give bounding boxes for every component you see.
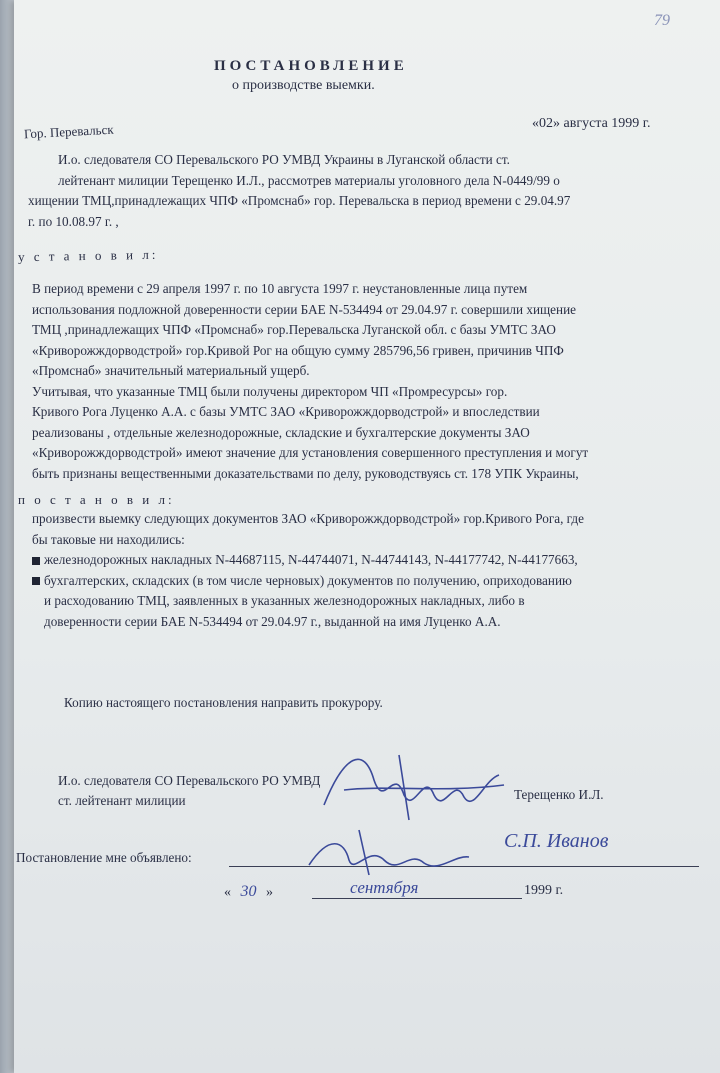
bullet-icon [32, 577, 40, 585]
investigator-signature [304, 735, 514, 825]
resolved-line: бы таковые ни находились: [32, 531, 185, 547]
established-line: реализованы , отдельные железнодорожные, складские и бухгалтерские документы ЗАО [32, 424, 530, 440]
established-line: Кривого Рога Луценко А.А. с базы УМТС ЗАО «Криворожждорводстрой» и впоследствии [32, 404, 540, 419]
established-line: ТМЦ ,принадлежащих ЧПФ «Промснаб» гор.Перевальска Луганской обл. с базы УМТС ЗАО [32, 322, 556, 337]
established-line: «Криворожждорводстрой» имеют значение для установления совершенного преступления и могут [32, 445, 589, 460]
intro-line: хищении ТМЦ,принадлежащих ЧПФ «Промснаб» гор. Перевальска в период времени с 29.04.97 [28, 193, 571, 208]
bottom-year: 1999 г. [524, 883, 564, 898]
resolved-line: произвести выемку следующих документов ЗАО «Криворожждорводстрой» гор.Кривого Рога, где [32, 511, 584, 526]
established-line: быть признаны вещественными доказательствами по делу, руководствуясь ст. 178 УПК Украины, [32, 465, 579, 481]
section-label-resolved: п о с т а н о в и л: [18, 492, 175, 507]
signature-rank: ст. лейтенант милиции [58, 793, 186, 808]
intro-line: г. по 10.08.97 г. , [28, 213, 119, 229]
established-line: «Криворожждорводстрой» гор.Кривой Рог на общую сумму 285796,56 гривен, причинив ЧПФ [32, 342, 564, 358]
intro-line: И.о. следователя СО Перевальского РО УМВД Украины в Луганской области ст. [58, 152, 510, 167]
established-line: В период времени с 29 апреля 1997 г. по 10 августа 1997 г. неустановленные лица путем [32, 281, 528, 296]
established-line: использования подложной доверенности серии БАЕ N-534494 от 29.04.97 г. совершили хищение [32, 301, 576, 317]
document-page [14, 0, 720, 1073]
month-underline [312, 898, 522, 899]
bottom-date [224, 883, 273, 901]
copy-note: Копию настоящего постановления направить прокурору. [64, 695, 383, 710]
issue-date: «02» августа 1999 г. [532, 116, 651, 131]
document-subtitle: о производстве выемки. [232, 78, 375, 93]
bullet-continuation: доверенности серии БАЕ N-534494 от 29.04.97 г., выданной на имя Луценко А.А. [44, 613, 501, 629]
handwritten-month: сентября [350, 878, 419, 897]
intro-paragraph [28, 150, 571, 232]
page-edge-shadow [0, 0, 14, 1073]
announced-label: Постановление мне объявлено: [16, 850, 192, 865]
resolved-paragraph [32, 509, 584, 632]
signature-block [58, 771, 320, 811]
signature-title: И.о. следователя СО Перевальского РО УМВД [58, 773, 321, 788]
bullet-continuation: и расходованию ТМЦ, заявленных в указанных железнодорожных накладных, либо в [44, 593, 525, 608]
handwritten-day: 30 [240, 883, 257, 900]
signature-name: Терещенко И.Л. [514, 787, 604, 802]
acknowledgement-signature [299, 825, 479, 880]
bullet-icon [32, 557, 40, 565]
established-line: «Промснаб» значительный материальный ущерб. [32, 363, 310, 378]
handwritten-name: С.П. Иванов [504, 830, 609, 852]
bullet-text: бухгалтерских, складских (в том числе черновых) документов по получению, оприходованию [44, 572, 572, 588]
page-number-handwritten: 79 [654, 12, 670, 29]
established-paragraph [32, 279, 588, 484]
bullet-item [32, 550, 584, 571]
section-label-established: у с т а н о в и л: [17, 246, 159, 265]
day-quote-open: « [224, 885, 231, 900]
intro-line: лейтенант милиции Терещенко И.Л., рассмотрев материалы уголовного дела N-0449/99 о [58, 172, 560, 188]
day-quote-close: » [266, 885, 273, 900]
bullet-text: железнодорожных накладных N-44687115, N-44744071, N-44744143, N-44177742, N-44177663, [44, 552, 578, 567]
established-line: Учитывая, что указанные ТМЦ были получены директором ЧП «Промресурсы» гор. [32, 383, 508, 399]
bullet-item [32, 571, 584, 592]
document-title: ПОСТАНОВЛЕНИЕ [214, 58, 408, 74]
place-of-issue: Гор. Перевальск [23, 121, 114, 142]
